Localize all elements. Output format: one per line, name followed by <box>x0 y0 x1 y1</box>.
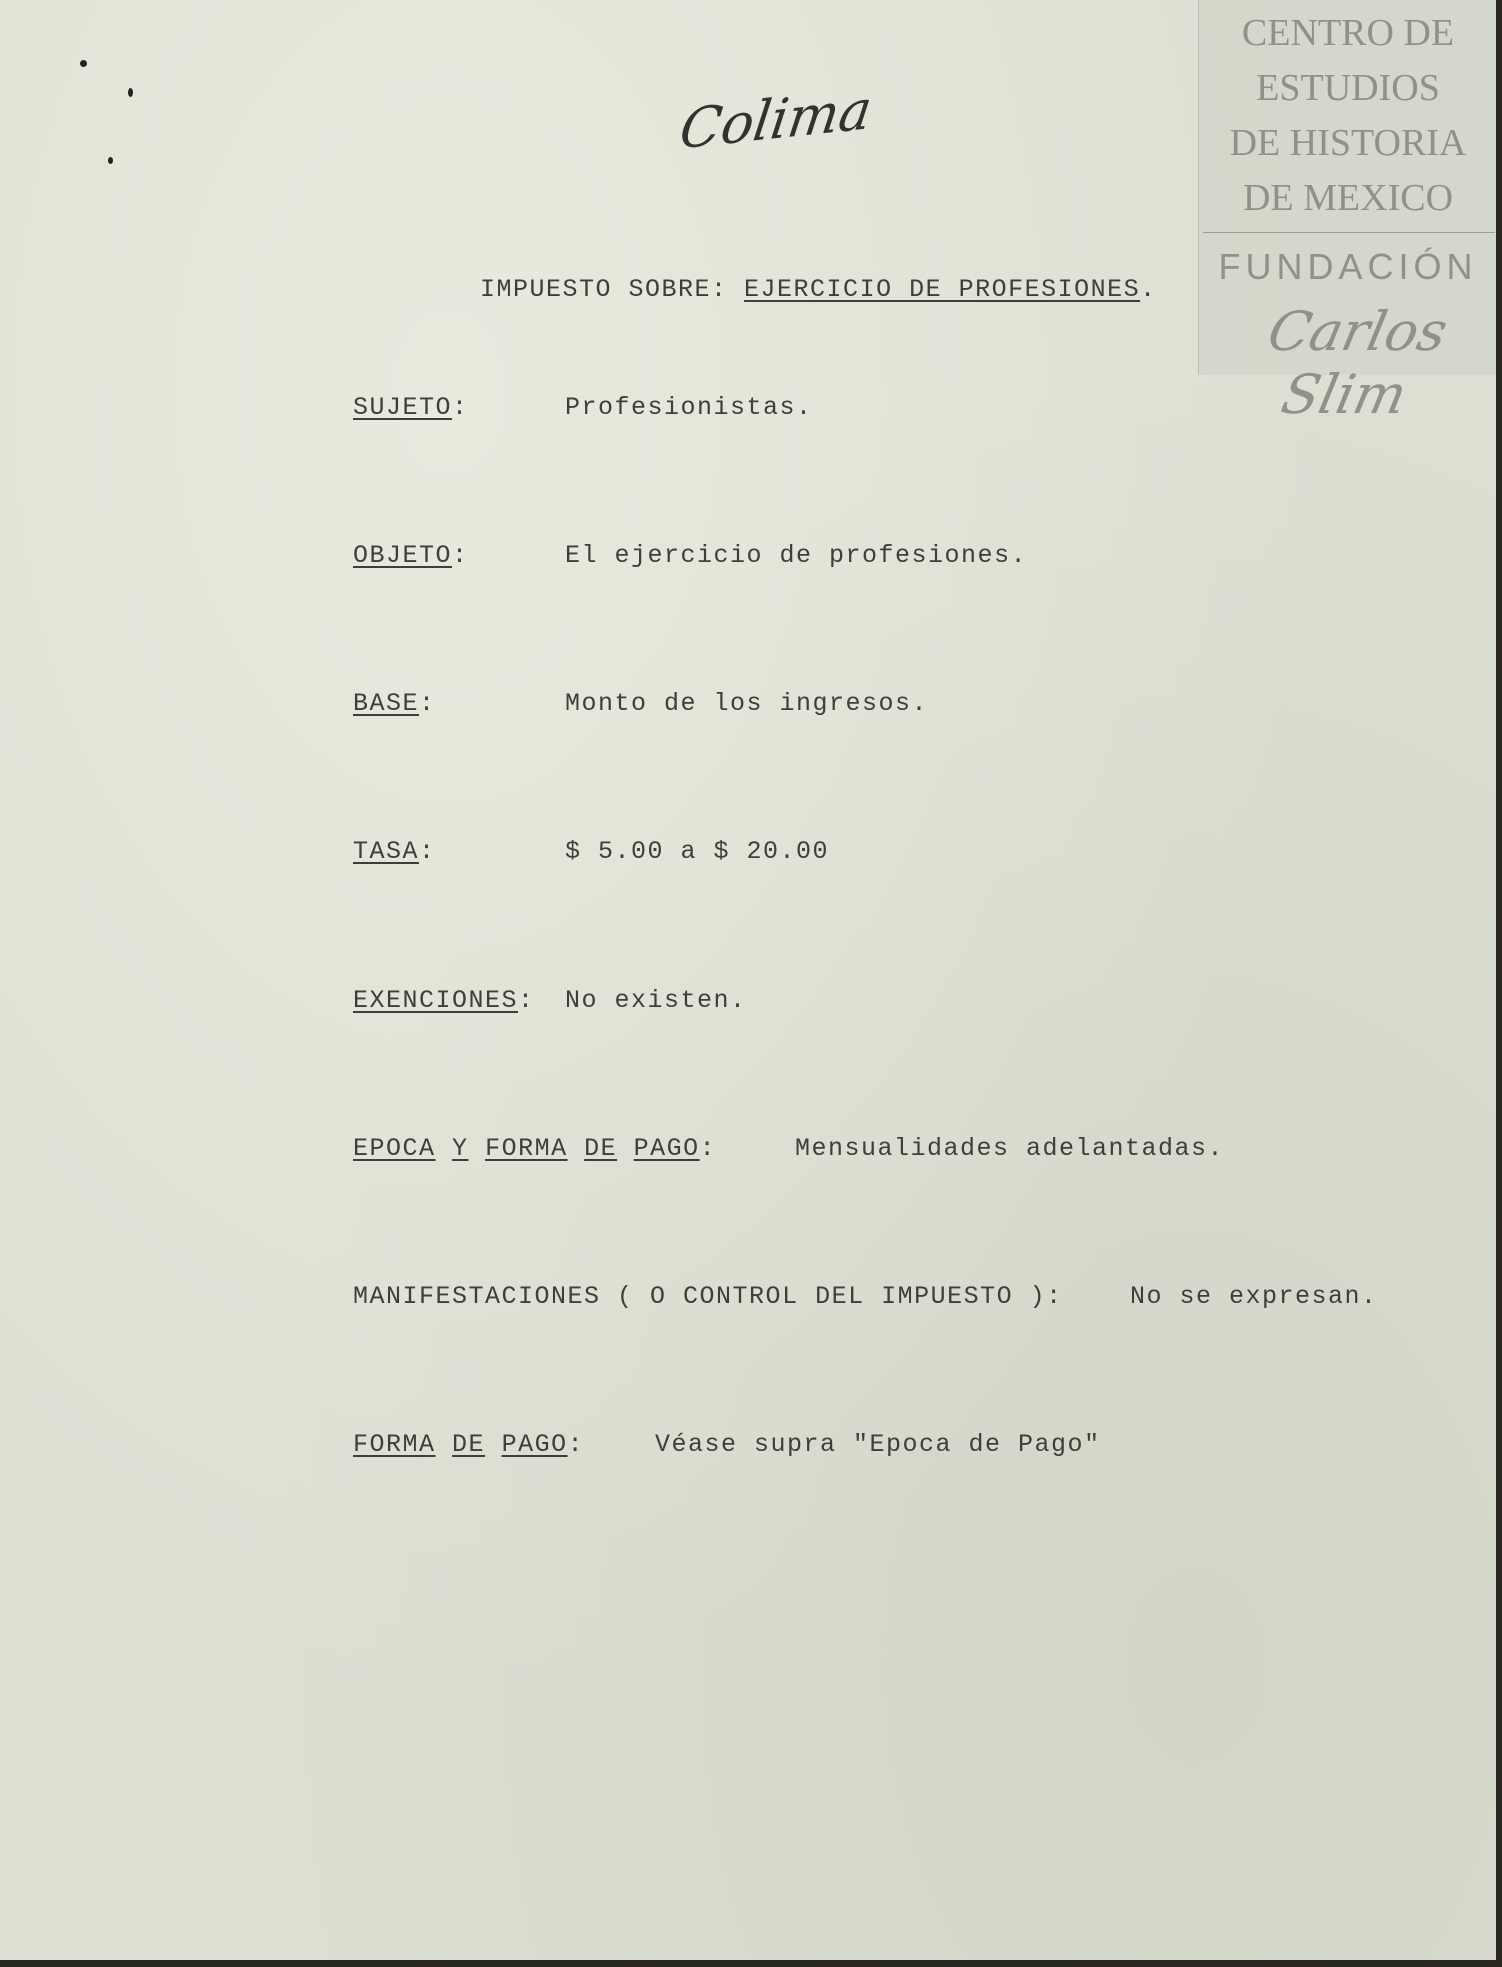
stamp-line-4: DE MEXICO <box>1242 177 1454 219</box>
field-tasa-value: $ 5.00 a $ 20.00 <box>565 837 830 866</box>
scan-edge-bottom <box>0 1960 1502 1967</box>
stamp-institution-name <box>1199 6 1497 226</box>
field-forma-pago-value: Véase supra "Epoca de Pago" <box>655 1430 1101 1459</box>
paper-speck <box>80 60 87 67</box>
field-sujeto-label: SUJETO: <box>353 393 469 422</box>
field-forma-pago-label: FORMA DE PAGO: <box>353 1430 585 1459</box>
field-tasa-label: TASA: <box>353 837 436 866</box>
field-base-value: Monto de los ingresos. <box>565 689 929 718</box>
field-objeto-label: OBJETO: <box>353 541 469 570</box>
stamp-line-3: DE HISTORIA <box>1229 122 1467 164</box>
field-exenciones-value: No existen. <box>565 986 747 1015</box>
title-subject: EJERCICIO DE PROFESIONES <box>744 275 1141 304</box>
field-objeto-value: El ejercicio de profesiones. <box>565 541 1028 570</box>
field-base-label: BASE: <box>353 689 436 718</box>
paper-speck <box>108 157 113 164</box>
stamp-divider <box>1203 232 1495 233</box>
field-manifestaciones-label: MANIFESTACIONES ( O CONTROL DEL IMPUESTO ): <box>353 1282 1063 1311</box>
stamp-line-1: CENTRO DE <box>1241 12 1455 54</box>
field-sujeto-value: Profesionistas. <box>565 393 813 422</box>
field-exenciones-label: EXENCIONES: <box>353 986 535 1015</box>
title-prefix: IMPUESTO SOBRE: <box>480 275 745 304</box>
document-title <box>480 275 1157 304</box>
stamp-signature: Carlos Slim <box>1262 300 1453 426</box>
title-end: . <box>1140 275 1157 304</box>
stamp-line-2: ESTUDIOS <box>1256 67 1440 109</box>
field-manifestaciones-value: No se expresan. <box>1130 1282 1378 1311</box>
field-epoca-label: EPOCA Y FORMA DE PAGO: <box>353 1134 717 1163</box>
archive-stamp <box>1198 0 1497 426</box>
scan-edge-right <box>1496 0 1502 1967</box>
field-epoca-value: Mensualidades adelantadas. <box>795 1134 1225 1163</box>
handwritten-note: Colima <box>676 77 876 162</box>
paper-speck <box>128 88 133 97</box>
stamp-fundacion: FUNDACIÓN <box>1218 246 1478 287</box>
